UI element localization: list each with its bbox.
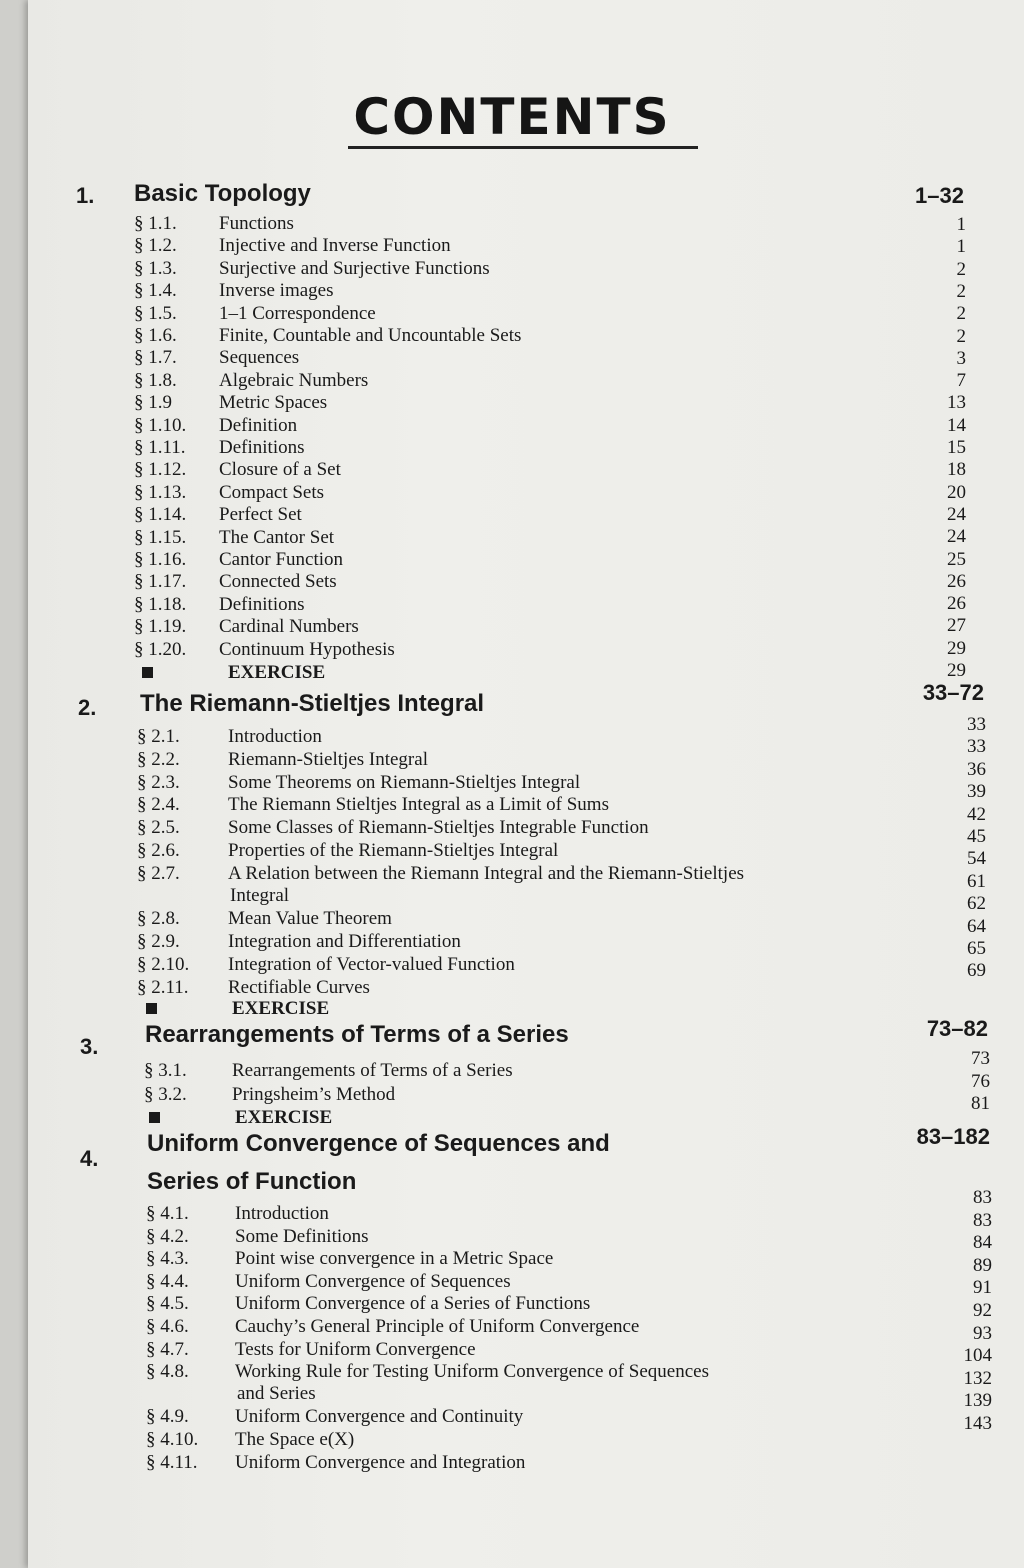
section-number: § 2.2. (137, 748, 180, 770)
page-number: 33 (967, 714, 986, 735)
section-number: § 1.9 (134, 392, 172, 414)
section-number: § 2.5. (137, 817, 180, 839)
toc-entry (144, 1060, 864, 1082)
page-number: 33 (967, 736, 986, 758)
section-number: § 1.16. (134, 549, 187, 570)
section-title: Some Definitions (235, 1225, 369, 1247)
chapter-page-range: 1–32 (915, 183, 964, 208)
section-title: Definitions (219, 593, 305, 615)
toc-entry (134, 504, 854, 526)
section-title: Definition (219, 414, 298, 436)
toc-entry (146, 1339, 866, 1361)
toc-entry (137, 931, 857, 953)
section-number: § 1.6. (134, 325, 177, 346)
section-title: Perfect Set (219, 504, 302, 526)
toc-entry (137, 817, 857, 839)
page-number: 45 (967, 826, 986, 847)
toc-entry (134, 571, 854, 593)
toc-entry (146, 1361, 866, 1405)
page-number: 2 (956, 325, 966, 347)
page-number: 39 (967, 781, 986, 803)
page-number: 20 (947, 481, 966, 503)
page-number: 1 (956, 236, 966, 258)
page-number: 1 (956, 214, 966, 235)
toc-entry (134, 235, 854, 257)
section-title: Pringsheim’s Method (232, 1084, 396, 1105)
toc-entry (134, 616, 854, 638)
section-number: § 4.7. (146, 1338, 189, 1360)
section-title: Sequences (219, 347, 300, 369)
page-number: 24 (947, 526, 966, 548)
page-number: 29 (947, 637, 966, 659)
page-title: CONTENTS (353, 88, 671, 146)
page-number: 27 (947, 615, 966, 637)
page-number: 139 (963, 1390, 992, 1412)
section-title: Tests for Uniform Convergence (235, 1338, 476, 1360)
section-number: § 4.1. (146, 1203, 189, 1224)
toc-entry (134, 347, 854, 369)
toc-entry (146, 1271, 866, 1293)
page-number: 92 (973, 1300, 992, 1321)
section-number: § 1.3. (134, 257, 177, 279)
chapter-page-range: 83–182 (916, 1124, 990, 1149)
exercise-label (228, 662, 325, 684)
chapter-page-range: 73–82 (926, 1016, 988, 1041)
toc-entry (134, 258, 854, 280)
section-title: Connected Sets (219, 571, 337, 593)
section-number: § 4.2. (146, 1225, 189, 1247)
section-title: Rearrangements of Terms of a Series (232, 1060, 513, 1081)
section-title: Cantor Function (219, 549, 344, 570)
page-number: 81 (971, 1093, 990, 1114)
section-number: § 4.8. (146, 1361, 189, 1383)
section-title: Finite, Countable and Uncountable Sets (219, 325, 522, 346)
section-number: § 1.7. (134, 347, 177, 369)
section-number: § 1.13. (134, 481, 187, 503)
section-title: Introduction (235, 1203, 329, 1224)
section-number: § 2.4. (137, 794, 180, 816)
section-title: Definitions (219, 437, 305, 458)
section-number: § 1.18. (134, 593, 187, 615)
page-number: 62 (967, 893, 986, 915)
section-title: Riemann-Stieltjes Integral (228, 748, 428, 770)
page-number: 26 (947, 593, 966, 615)
page-number: 73 (971, 1048, 990, 1069)
section-number: § 4.11. (146, 1451, 198, 1473)
toc-entry (146, 1226, 866, 1248)
chapter-title: Rearrangements of Terms of a Series (145, 1021, 569, 1048)
page-number: 18 (947, 459, 966, 481)
toc-entry (134, 213, 854, 235)
section-title: Integration of Vector-valued Function (228, 954, 515, 975)
toc-entry (137, 726, 857, 748)
section-title: Compact Sets (219, 481, 325, 503)
page-number: 2 (956, 280, 966, 302)
toc-entry (134, 370, 854, 392)
section-number: § 1.4. (134, 280, 177, 302)
toc-entry (134, 594, 854, 616)
page-number: 25 (947, 548, 966, 570)
toc-entry (144, 1084, 864, 1106)
section-title: Functions (219, 213, 294, 234)
section-number: § 4.5. (146, 1293, 189, 1315)
page-number: 64 (967, 915, 986, 937)
toc-entry (137, 908, 857, 930)
page-number: 13 (947, 392, 966, 414)
page-number: 2 (956, 258, 966, 280)
toc-entry (134, 527, 854, 549)
page-number: 15 (947, 437, 966, 458)
page-number: 83 (973, 1209, 992, 1231)
bullet-square-icon (146, 1003, 157, 1014)
toc-entry (137, 954, 857, 976)
chapter-number: 1. (76, 183, 95, 208)
section-title: Mean Value Theorem (228, 908, 392, 930)
section-number: § 2.3. (137, 771, 180, 793)
chapter-page-range: 33–72 (922, 680, 984, 705)
toc-entry (134, 325, 854, 347)
toc-entry (146, 1429, 866, 1451)
page-number: 83 (973, 1187, 992, 1208)
section-title: Uniform Convergence of Sequences (235, 1270, 511, 1292)
toc-entry (146, 1203, 866, 1225)
section-number: § 4.4. (146, 1270, 189, 1292)
section-number: § 2.11. (137, 976, 189, 998)
toc-entry (134, 415, 854, 437)
toc-entry (137, 977, 857, 999)
section-title: Metric Spaces (219, 392, 328, 414)
toc-entry (146, 1452, 866, 1474)
section-title: Integration and Differentiation (228, 931, 461, 953)
section-number: § 1.5. (134, 302, 177, 324)
page-number: 14 (947, 414, 966, 436)
exercise-text: EXERCISE (228, 662, 326, 683)
chapter-title: Uniform Convergence of Sequences and (147, 1130, 610, 1157)
section-title: Continuum Hypothesis (219, 638, 395, 660)
section-title: Algebraic Numbers (219, 369, 369, 391)
exercise-label (235, 1107, 332, 1129)
page-number: 132 (963, 1367, 992, 1389)
chapter-number: 4. (80, 1146, 99, 1171)
exercise-text: EXERCISE (235, 1107, 333, 1128)
toc-entry (137, 794, 857, 816)
section-number: § 2.10. (137, 954, 190, 975)
section-number: § 1.12. (134, 459, 187, 481)
section-number: § 2.7. (137, 862, 180, 884)
section-number: § 4.10. (146, 1429, 199, 1450)
section-title: Closure of a Set (219, 459, 341, 481)
section-title: Some Theorems on Riemann-Stieltjes Integral (228, 771, 581, 793)
section-title: Inverse images (219, 280, 334, 302)
bullet-square-icon (142, 667, 153, 678)
section-title: The Space e(X) (235, 1429, 355, 1450)
section-title: Injective and Inverse Function (219, 235, 451, 257)
section-title: The Cantor Set (219, 526, 335, 548)
section-number: § 1.15. (134, 526, 187, 548)
section-number: § 1.11. (134, 437, 186, 458)
toc-entry (137, 749, 857, 771)
toc-entry (137, 862, 857, 906)
section-number: § 3.2. (144, 1084, 187, 1105)
page-number: 93 (973, 1322, 992, 1344)
section-number: § 2.9. (137, 931, 180, 953)
chapter-title: The Riemann-Stieltjes Integral (140, 690, 485, 717)
section-title: A Relation between the Riemann Integral and the Riemann-Stieltjes (228, 862, 745, 884)
section-number: § 1.19. (134, 616, 187, 638)
chapter-title: Basic Topology (134, 180, 311, 207)
page-number: 104 (963, 1345, 992, 1367)
page-number: 61 (967, 870, 986, 892)
section-number: § 1.8. (134, 369, 177, 391)
page-number: 2 (956, 303, 966, 325)
page-number: 3 (956, 347, 966, 369)
page-number: 65 (967, 938, 986, 959)
section-title: The Riemann Stieltjes Integral as a Limit of Sums (228, 794, 609, 816)
toc-entry (134, 280, 854, 302)
section-title: Uniform Convergence and Integration (235, 1451, 526, 1473)
toc-entry (134, 459, 854, 481)
exercise-text: EXERCISE (232, 998, 330, 1019)
toc-entry (134, 482, 854, 504)
section-title: Point wise convergence in a Metric Space (235, 1248, 554, 1270)
section-title: Cardinal Numbers (219, 616, 359, 638)
section-title: Uniform Convergence of a Series of Functions (235, 1293, 591, 1315)
section-number: § 3.1. (144, 1060, 187, 1081)
toc-entry (146, 1293, 866, 1315)
section-number: § 1.17. (134, 571, 187, 593)
section-number: § 4.6. (146, 1316, 189, 1337)
toc-entry (134, 392, 854, 414)
exercise-label (232, 998, 329, 1020)
section-title: Rectifiable Curves (228, 976, 370, 998)
page-number: 54 (967, 848, 986, 870)
section-number: § 4.9. (146, 1406, 189, 1428)
page-number: 24 (947, 503, 966, 525)
page-number: 76 (971, 1070, 990, 1092)
toc-entry (134, 437, 854, 459)
section-number: § 2.6. (137, 840, 180, 861)
section-number: § 1.1. (134, 213, 177, 234)
toc-entry (134, 639, 854, 661)
section-title: 1–1 Correspondence (219, 302, 376, 324)
section-title-line2: and Series (237, 1383, 316, 1405)
page-number: 42 (967, 803, 986, 825)
section-title: Cauchy’s General Principle of Uniform Convergence (235, 1316, 640, 1337)
toc-entry (146, 1406, 866, 1428)
chapter-number: 2. (78, 695, 97, 720)
title-underline (348, 146, 698, 149)
section-title: Introduction (228, 726, 322, 747)
chapter-number: 3. (80, 1034, 99, 1059)
toc-entry (146, 1316, 866, 1338)
section-number: § 1.20. (134, 638, 187, 660)
section-number: § 1.10. (134, 414, 187, 436)
section-title: Working Rule for Testing Uniform Convergence of Sequences (235, 1361, 709, 1383)
page-number: 29 (947, 660, 966, 681)
toc-entry (146, 1248, 866, 1270)
section-title: Surjective and Surjective Functions (219, 257, 490, 279)
page-number: 143 (963, 1413, 992, 1434)
toc-entry (137, 772, 857, 794)
section-number: § 2.8. (137, 908, 180, 930)
toc-entry (134, 303, 854, 325)
chapter-title-line2: Series of Function (147, 1168, 357, 1195)
page-number: 26 (947, 570, 966, 592)
toc-entry (134, 549, 854, 571)
toc-entry (137, 840, 857, 862)
section-title-line2: Integral (230, 884, 290, 906)
section-title: Some Classes of Riemann-Stieltjes Integrable Function (228, 817, 649, 839)
page-number: 84 (973, 1232, 992, 1254)
section-number: § 2.1. (137, 726, 180, 747)
section-title: Properties of the Riemann-Stieltjes Integral (228, 840, 559, 861)
section-number: § 4.3. (146, 1248, 189, 1270)
page-number: 36 (967, 758, 986, 780)
section-number: § 1.2. (134, 235, 177, 257)
page-number: 7 (956, 370, 966, 392)
section-title: Uniform Convergence and Continuity (235, 1406, 524, 1428)
page-number: 89 (973, 1254, 992, 1276)
page-number: 69 (967, 960, 986, 982)
bullet-square-icon (149, 1112, 160, 1123)
section-number: § 1.14. (134, 504, 187, 526)
page-number: 91 (973, 1277, 992, 1299)
